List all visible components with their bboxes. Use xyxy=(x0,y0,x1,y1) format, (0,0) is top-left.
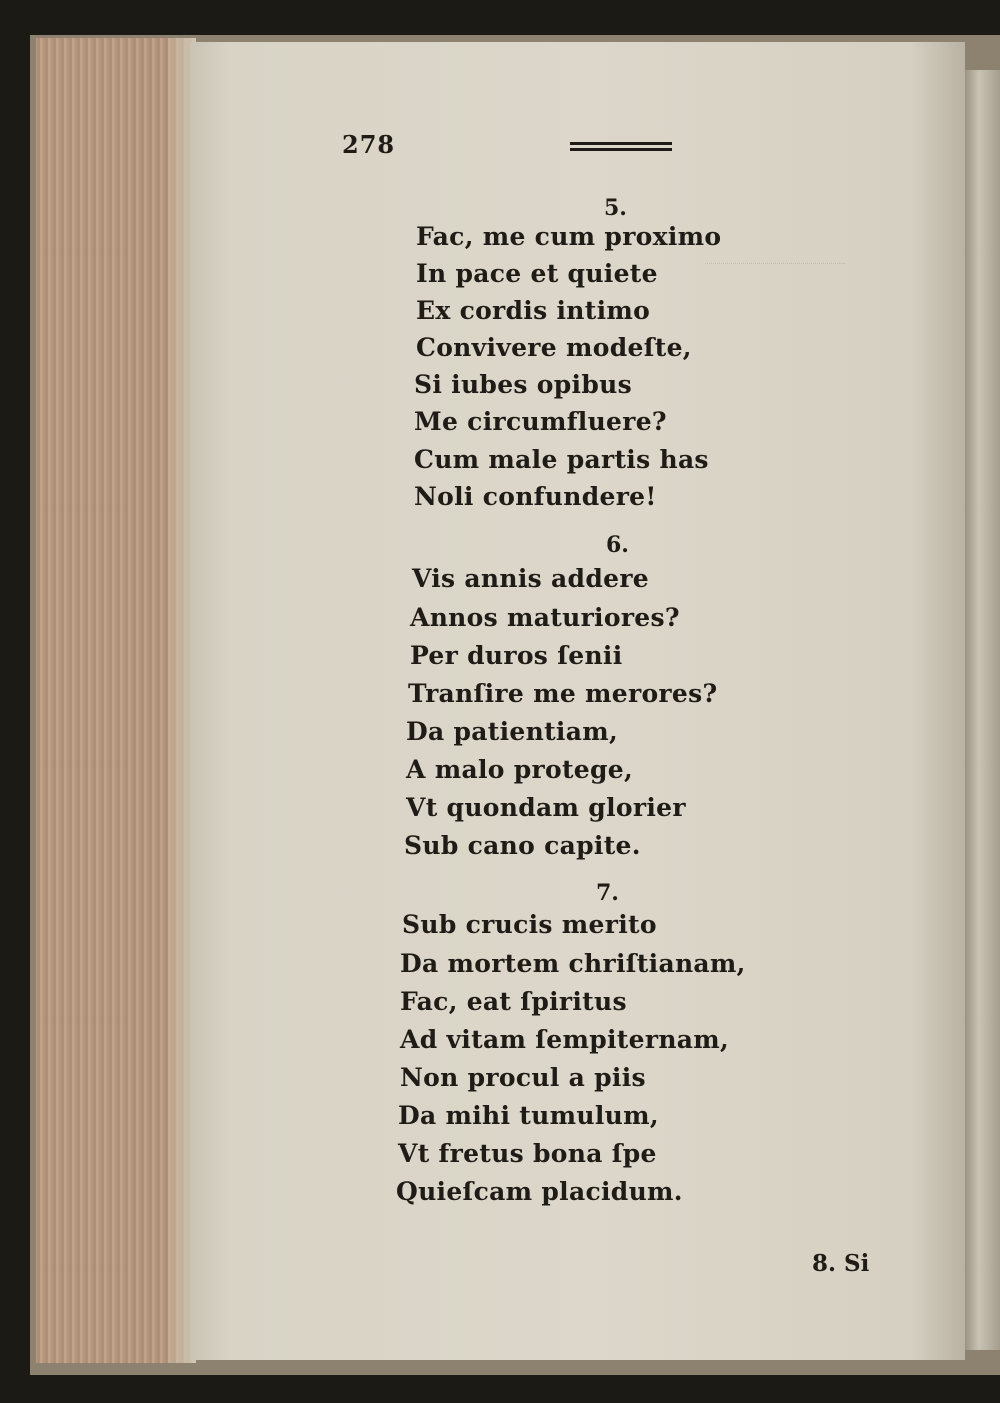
verse-line: Ad vitam ſempiternam, xyxy=(400,1025,730,1054)
verse-line: Me circumfluere? xyxy=(414,407,667,436)
verse-line: Fac, me cum proximo xyxy=(416,222,722,251)
verse-line: Per duros ſenii xyxy=(410,641,623,670)
next-page-edge xyxy=(965,70,1000,1350)
verse-line: Noli confundere! xyxy=(414,482,657,511)
verse-line: Da mihi tumulum, xyxy=(398,1101,659,1130)
verse-line: Vt fretus bona ſpe xyxy=(398,1139,657,1168)
verse-line: Cum male partis has xyxy=(414,445,709,474)
verse-line: Fac, eat ſpiritus xyxy=(400,987,627,1016)
verse-line: Da mortem chriſtianam, xyxy=(400,949,746,978)
verse-line: Sub cano capite. xyxy=(404,831,641,860)
header-rule xyxy=(570,142,672,158)
verse-line: Convivere modeſte, xyxy=(416,333,692,362)
stanza-number: 7. xyxy=(596,880,619,906)
page-number: 278 xyxy=(342,130,396,159)
verse-line: Si iubes opibus xyxy=(414,370,632,399)
verse-line: Ex cordis intimo xyxy=(416,296,651,325)
verse-line: Tranſire me merores? xyxy=(408,679,718,708)
verse-line: Sub crucis merito xyxy=(402,910,657,939)
verse-line: Non procul a piis xyxy=(400,1063,646,1092)
verse-line: In pace et quiete xyxy=(416,259,658,288)
verse-line: Da patientiam, xyxy=(406,717,618,746)
verse-line: Annos maturiores? xyxy=(410,603,680,632)
verse-line: A malo protege, xyxy=(406,755,633,784)
verse-line: Vt quondam glorier xyxy=(406,793,686,822)
page-edges xyxy=(36,38,196,1363)
verse-line: Quieſcam placidum. xyxy=(396,1177,683,1206)
catchword: 8. Si xyxy=(812,1250,870,1277)
verse-line: Vis annis addere xyxy=(412,564,650,593)
stanza-number: 6. xyxy=(606,532,629,558)
stanza-number: 5. xyxy=(604,195,627,221)
show-through xyxy=(705,225,845,264)
